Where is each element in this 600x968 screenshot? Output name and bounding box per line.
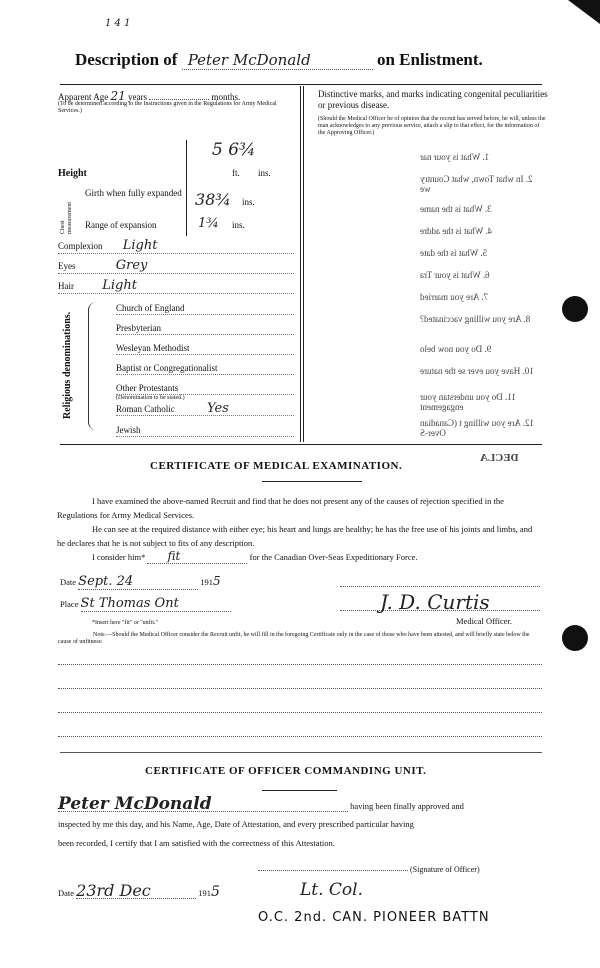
officer-year-value: 5 bbox=[211, 884, 220, 900]
religion-label: Other Protestants bbox=[116, 383, 179, 393]
officer-year-prefix: 191 bbox=[198, 888, 212, 898]
religion-row bbox=[116, 424, 294, 437]
bleed-line: 8. Are you willing vaccinated? bbox=[420, 314, 531, 324]
medical-date-row bbox=[60, 574, 260, 590]
cause-line-4 bbox=[58, 736, 542, 737]
bleed-line: 9. Do you now belo bbox=[420, 344, 492, 354]
consider-prefix: I consider him* bbox=[92, 552, 146, 562]
measure-divider bbox=[186, 140, 187, 236]
title-prefix: Description of bbox=[75, 50, 178, 69]
religion-row bbox=[116, 362, 294, 375]
chest-label: Chest measurement bbox=[60, 202, 73, 234]
marks-label: Distinctive marks, and marks indicating congenital peculiarities or previous disease. bbox=[318, 89, 548, 110]
bleed-line: 7. Are you married bbox=[420, 292, 488, 302]
medical-year-value: 5 bbox=[213, 574, 221, 588]
ins-label: ins. bbox=[258, 168, 271, 178]
girth-label: Girth when fully expanded bbox=[85, 188, 182, 198]
complexion-value: Light bbox=[122, 238, 158, 253]
punch-hole-bottom bbox=[562, 625, 588, 651]
bleed-line: 4. What is the addre bbox=[420, 226, 493, 236]
officer-title-rule bbox=[262, 790, 337, 791]
religion-label: Roman Catholic bbox=[116, 404, 175, 414]
religion-row bbox=[116, 322, 294, 335]
officer-signature-line bbox=[258, 870, 408, 871]
religion-value: Yes bbox=[207, 401, 229, 416]
officer-date-value: 23rd Dec bbox=[76, 884, 196, 899]
officer-title: CERTIFICATE OF OFFICER COMMANDING UNIT. bbox=[145, 765, 427, 777]
hair-value: Light bbox=[102, 278, 137, 293]
marks-note: (Should the Medical Officer be of opinion that the recruit has served before, he will, unless the man acknowledges to any previous service, attach a slip to that effect, for the information of the Approving Officer.) bbox=[318, 116, 546, 136]
hair-row bbox=[58, 278, 294, 294]
medical-place-label: Place bbox=[60, 599, 79, 609]
decl-bleed: DECLA bbox=[480, 452, 519, 464]
section-rule bbox=[60, 444, 542, 445]
insert-note: *Insert here "fit" or "unfit." bbox=[92, 620, 158, 626]
medical-title-rule bbox=[262, 481, 362, 482]
unit-stamp: O.C. 2nd. CAN. PIONEER BATTN bbox=[258, 910, 490, 925]
religion-label: Jewish bbox=[116, 425, 141, 435]
medical-para-1: I have examined the above-named Recruit and find that he does not present any of the causes of rejection specified in the Regulations for Army Medical Services. bbox=[57, 496, 504, 520]
complexion-label: Complexion bbox=[58, 241, 103, 251]
column-divider-2 bbox=[303, 86, 304, 442]
religion-row bbox=[116, 342, 294, 355]
scan-corner-fold bbox=[568, 0, 600, 24]
range-unit: ins. bbox=[232, 220, 245, 230]
height-label: Height bbox=[58, 168, 87, 179]
officer-name-row bbox=[58, 794, 542, 814]
cause-line-1 bbox=[58, 664, 542, 665]
bleed-line: 12. Are you willing t (Canadian Over-S bbox=[420, 418, 534, 438]
complexion-row bbox=[58, 238, 294, 254]
consider-row bbox=[92, 549, 542, 564]
officer-line-1 bbox=[340, 586, 540, 587]
girth-value: 38¾ bbox=[195, 190, 231, 209]
age-note: (To be determined according to the Instructions given in the Regulations for Army Medical Services.) bbox=[58, 101, 277, 114]
bleed-line: 10. Have you ever se the nature bbox=[420, 366, 534, 376]
officer-date-label: Date bbox=[58, 888, 75, 898]
religion-row bbox=[116, 382, 294, 395]
religion-label: Church of England bbox=[116, 303, 185, 313]
bleed-line: 3. What is the name bbox=[420, 204, 492, 214]
denomination-note: (Denomination to be stated.) bbox=[116, 395, 185, 401]
religion-row bbox=[116, 302, 294, 315]
consider-suffix: for the Canadian Over-Seas Expeditionary Force. bbox=[249, 552, 418, 562]
age-value: 21 bbox=[110, 89, 126, 103]
religion-brace bbox=[88, 302, 97, 430]
cause-line-2 bbox=[58, 688, 542, 689]
bleed-line: 5. What is the date bbox=[420, 248, 488, 258]
medical-officer-label: Medical Officer. bbox=[456, 616, 513, 626]
medical-place-row bbox=[60, 597, 260, 612]
hair-label: Hair bbox=[58, 281, 74, 291]
religion-label: Baptist or Congregationalist bbox=[116, 363, 218, 373]
officer-signature-label: (Signature of Officer) bbox=[410, 865, 480, 874]
height-value: 5 6¾ bbox=[212, 140, 256, 160]
bleed-line: 11. Do you understan your engagement bbox=[420, 392, 516, 412]
punch-hole-top bbox=[562, 296, 588, 322]
range-value: 1¾ bbox=[198, 216, 219, 231]
eyes-label: Eyes bbox=[58, 261, 76, 271]
medical-date-value: Sept. 24 bbox=[78, 575, 198, 590]
ft-label: ft. bbox=[232, 168, 240, 178]
religion-heading: Religious denominations. bbox=[62, 311, 73, 419]
title-suffix: on Enlistment. bbox=[376, 50, 483, 69]
consider-value: fit bbox=[147, 549, 247, 564]
officer-text-1: having been finally approved and bbox=[350, 801, 464, 811]
medical-title: CERTIFICATE OF MEDICAL EXAMINATION. bbox=[150, 460, 403, 472]
eyes-value: Grey bbox=[115, 258, 148, 273]
unfit-note: Note.—Should the Medical Officer consider the Recruit unfit, he will fill in the foregoing Certificate only in the case of those who have been attested, and will briefly state below the cause of unfitness: bbox=[58, 632, 530, 645]
medical-para-2: He can see at the required distance with either eye; his heart and lungs are healthy; he has the free use of his joints and limbs, and he declares that he is not subject to fits of any description. bbox=[57, 524, 533, 548]
officer-rank: Lt. Col. bbox=[300, 880, 364, 900]
medical-officer-signature: J. D. Curtis bbox=[380, 590, 490, 614]
range-label: Range of expansion bbox=[85, 220, 157, 230]
top-mark: 1 4 1 bbox=[105, 18, 131, 29]
bleed-through-questions bbox=[420, 152, 540, 444]
bleed-line: 6. What is your Tra bbox=[420, 270, 490, 280]
column-divider bbox=[300, 86, 301, 442]
officer-text-3: been recorded, I certify that I am satisfied with the correctness of this Attestation. bbox=[58, 838, 335, 848]
officer-text-2: inspected by me this day, and his Name, Age, Date of Attestation, and every prescribed particular having bbox=[58, 819, 414, 829]
months-label: months. bbox=[211, 92, 241, 102]
recruit-name: Peter McDonald bbox=[182, 51, 373, 70]
age-label: Apparent Age bbox=[58, 92, 109, 102]
religion-label: Wesleyan Methodist bbox=[116, 343, 190, 353]
section-rule-2 bbox=[60, 752, 542, 753]
bleed-line: 2. In what Town, what Country we bbox=[420, 174, 533, 194]
form-title bbox=[75, 50, 483, 70]
religion-label: Presbyterian bbox=[116, 323, 161, 333]
medical-year-prefix: 191 bbox=[200, 577, 214, 587]
medical-place-value: St Thomas Ont bbox=[81, 597, 231, 612]
officer-line-2 bbox=[340, 610, 540, 611]
eyes-row bbox=[58, 258, 294, 274]
bleed-line: 1. What is your nar bbox=[420, 152, 490, 162]
religion-row bbox=[116, 403, 294, 416]
cause-line-3 bbox=[58, 712, 542, 713]
title-rule bbox=[60, 84, 542, 85]
years-label: years bbox=[128, 92, 148, 102]
girth-unit: ins. bbox=[242, 197, 255, 207]
medical-date-label: Date bbox=[60, 577, 77, 587]
officer-recruit-name: Peter McDonald bbox=[58, 797, 348, 812]
